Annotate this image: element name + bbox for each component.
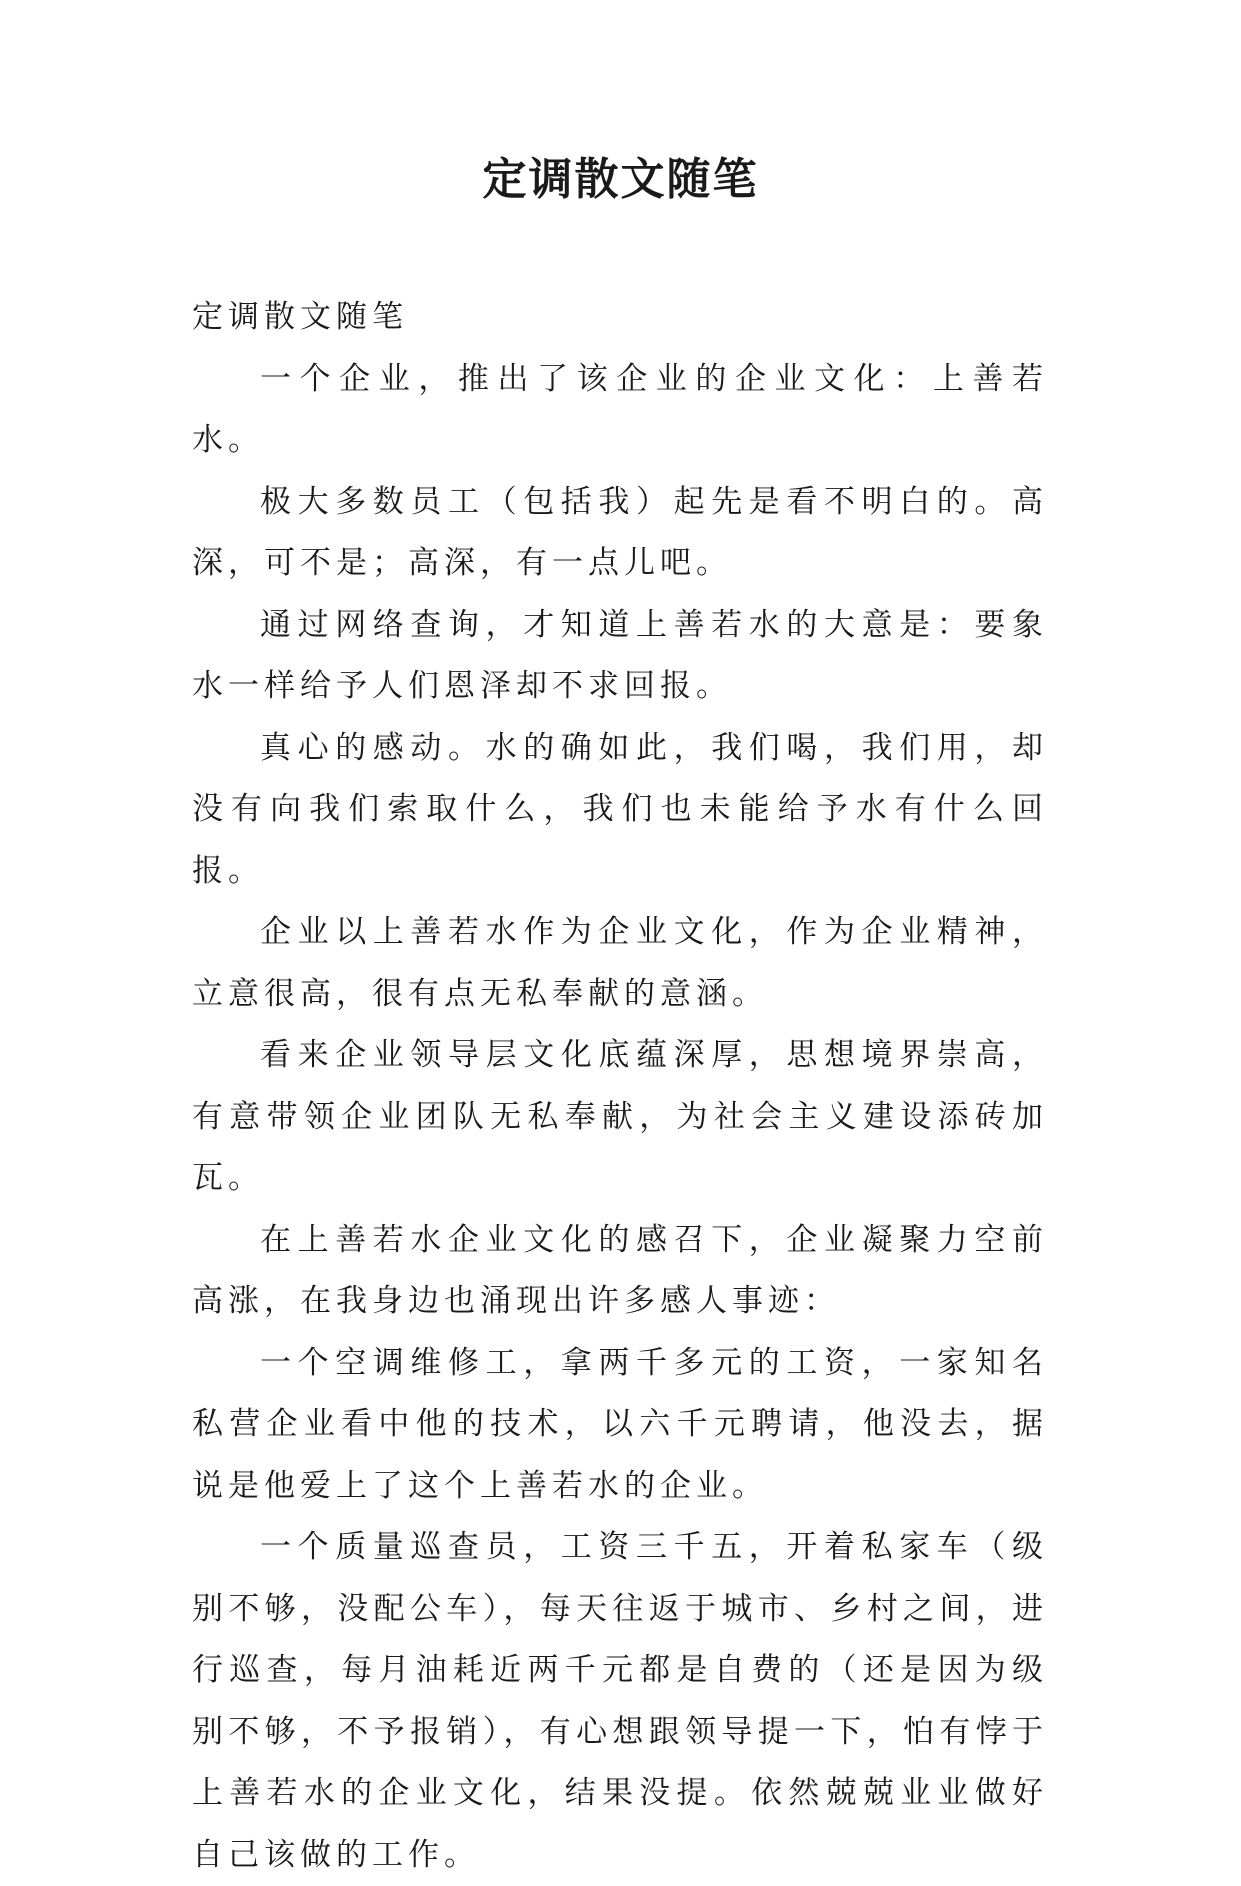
paragraph: 一个企业，推出了该企业的企业文化：上善若水。: [192, 360, 1048, 458]
paragraph: 一个空调维修工，拿两千多元的工资，一家知名私营企业看中他的技术，以六千元聘请，他没去，据说是他爱上了这个上善若水的企业。: [192, 1344, 1048, 1504]
paragraph: 一个质量巡查员，工资三千五，开着私家车（级别不够，没配公车），每天往返于城市、乡村之间，进行巡查，每月油耗近两千元都是自费的（还是因为级别不够，不予报销），有心想跟领导提一下，怕有悖于上善若水的企业文化，结果没提。依然兢兢业业做好自己该做的工作。: [192, 1529, 1048, 1873]
subtitle-line: 定调散文随笔: [192, 299, 408, 335]
paragraph: 企业以上善若水作为企业文化，作为企业精神，立意很高，很有点无私奉献的意涵。: [192, 914, 1048, 1012]
paragraph: 极大多数员工（包括我）起先是看不明白的。高深，可不是；高深，有一点儿吧。: [192, 483, 1048, 581]
document-body: [192, 287, 1048, 1886]
paragraph: 看来企业领导层文化底蕴深厚，思想境界崇高，有意带领企业团队无私奉献，为社会主义建设添砖加瓦。: [192, 1037, 1048, 1196]
paragraph: 真心的感动。水的确如此，我们喝，我们用，却没有向我们索取什么，我们也未能给予水有什么回报。: [192, 729, 1048, 889]
paragraph: 在上善若水企业文化的感召下，企业凝聚力空前高涨，在我身边也涌现出许多感人事迹：: [192, 1221, 1048, 1319]
document-title: 定调散文随笔: [482, 154, 759, 205]
paragraph: 通过网络查询，才知道上善若水的大意是：要象水一样给予人们恩泽却不求回报。: [192, 606, 1048, 704]
